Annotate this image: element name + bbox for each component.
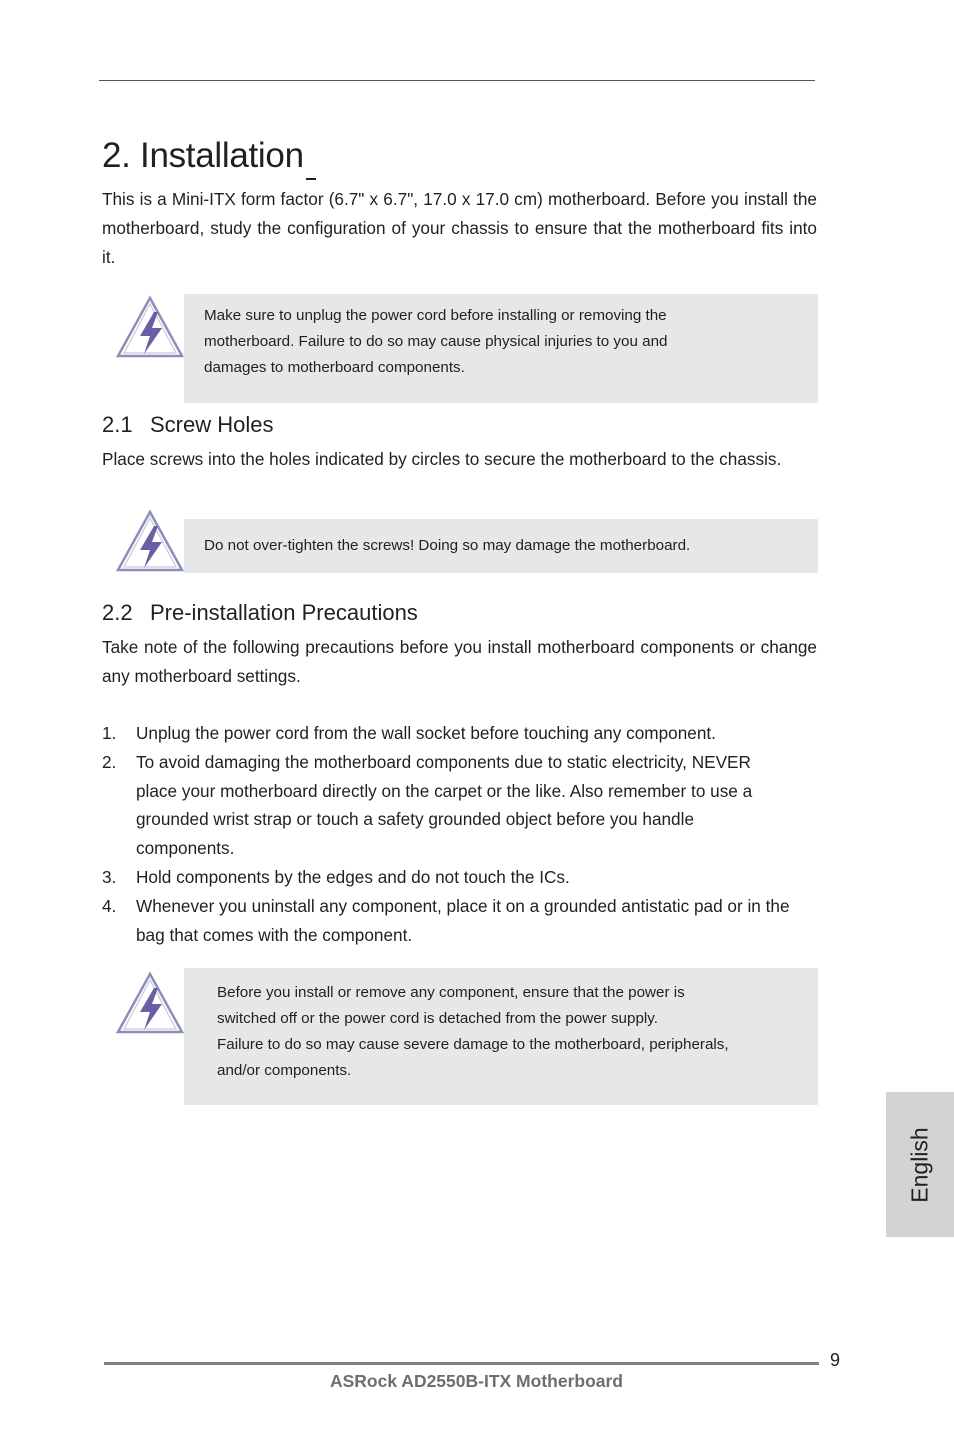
screw-warning-note xyxy=(184,519,818,573)
page-title: 2. Installation xyxy=(102,134,316,180)
list-item: 1. Unplug the power cord from the wall socket before touching any component. xyxy=(102,723,716,743)
list-item: 4. Whenever you uninstall any component, place it on a grounded antistatic pad or in the bag that comes with the component. xyxy=(102,895,790,945)
note-line: Failure to do so may cause severe damage to the motherboard, peripherals, xyxy=(217,1036,729,1053)
page-number: 9 xyxy=(830,1350,841,1370)
intro-paragraph: This is a Mini-ITX form factor (6.7" x 6.7", 17.0 x 17.0 cm) motherboard. Before you install the motherboard, study the configuration of your chassis to ensure that the motherboard fits into it. xyxy=(102,189,817,267)
note-line: Make sure to unplug the power cord before installing or removing the xyxy=(204,307,667,324)
warning-lightning-icon xyxy=(114,970,186,1036)
language-tab-label: English xyxy=(906,1126,933,1203)
section-heading-screw-holes: 2.1 Screw Holes xyxy=(102,412,274,437)
note-line: Before you install or remove any component, ensure that the power is xyxy=(217,984,685,1001)
note-line: Do not over-tighten the screws! Doing so may damage the motherboard. xyxy=(204,537,691,554)
note-line: switched off or the power cord is detached from the power supply. xyxy=(217,1010,658,1027)
bottom-rule xyxy=(104,1362,819,1365)
warning-lightning-icon xyxy=(114,508,186,574)
precautions-paragraph: Take note of the following precautions before you install motherboard components or change any motherboard settings. xyxy=(102,637,817,686)
footer-product-name: ASRock AD2550B-ITX Motherboard xyxy=(329,1371,623,1391)
top-rule xyxy=(99,80,815,81)
note-line: and/or components. xyxy=(217,1062,352,1079)
component-warning-note xyxy=(184,968,818,1105)
precautions-list xyxy=(102,719,817,949)
list-item: 3. Hold components by the edges and do not touch the ICs. xyxy=(102,866,570,887)
screw-holes-paragraph: Place screws into the holes indicated by circles to secure the motherboard to the chassis. xyxy=(102,449,782,469)
title-cursor-mark xyxy=(306,134,316,180)
note-line: damages to motherboard components. xyxy=(204,359,465,376)
power-warning-note xyxy=(184,294,818,403)
language-tab xyxy=(886,1092,954,1237)
list-item: 2. To avoid damaging the motherboard components due to static electricity, NEVER place your motherboard directly on the carpet or the like. Also remember to use a grounded wrist strap or touch a safety grounded object before you handle components. xyxy=(102,751,753,859)
warning-lightning-icon xyxy=(114,294,186,360)
section-heading-precautions: 2.2 Pre-installation Precautions xyxy=(102,600,418,625)
note-line: motherboard. Failure to do so may cause physical injuries to you and xyxy=(204,333,668,350)
